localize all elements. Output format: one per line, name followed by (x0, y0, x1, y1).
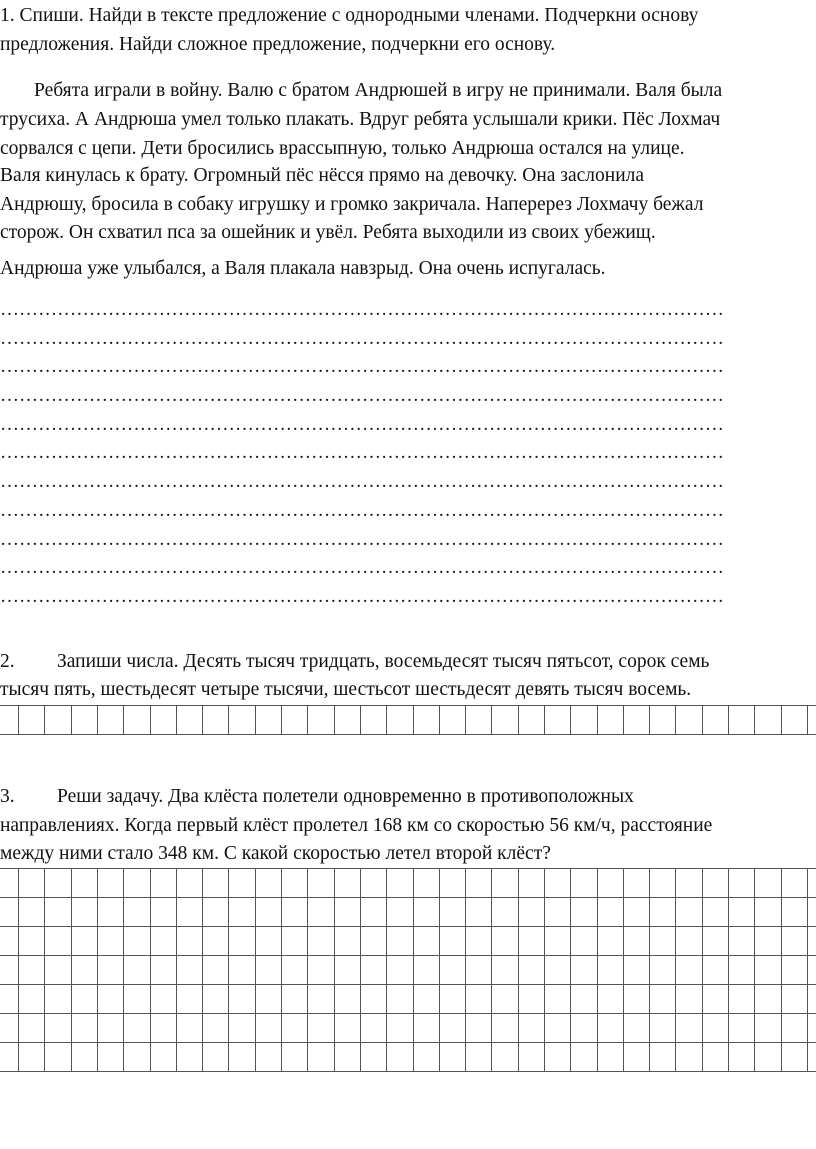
answer-line[interactable]: …………………………………………………………………………………………………… (0, 499, 724, 521)
answer-line[interactable]: …………………………………………………………………………………………………… (0, 413, 724, 435)
task2-line2: тысяч пять, шестьдесят четыре тысячи, шестьсот шестьдесят девять тысяч восемь. (0, 679, 692, 700)
answer-line[interactable]: …………………………………………………………………………………………………… (0, 299, 724, 320)
text-line: сторож. Он схватил пса за ошейник и увёл. Ребята выходили из своих убежищ. (0, 222, 656, 243)
text-line: Андрюша уже улыбался, а Валя плакала навзрыд. Она очень испугалась. (0, 258, 606, 279)
task2-line1: Запиши числа. Десять тысяч тридцать, восемьдесят тысяч пятьсот, сорок семь (57, 651, 710, 672)
answer-line[interactable]: …………………………………………………………………………………………………… (0, 557, 724, 579)
text-line: сорвался с цепи. Дети бросились врассыпную, только Андрюша остался на улице. (0, 138, 685, 159)
answer-line[interactable]: …………………………………………………………………………………………………… (0, 471, 724, 493)
answer-line[interactable]: …………………………………………………………………………………………………… (0, 385, 724, 407)
task3-line3: между ними стало 348 км. С какой скоростью летел второй клёст? (0, 843, 551, 864)
task3-line1: Реши задачу. Два клёста полетели одновременно в противоположных (57, 786, 634, 807)
text-line: Андрюшу, бросила в собаку игрушку и громко закричала. Наперерез Лохмачу бежал (0, 194, 704, 215)
text-line: Валя кинулась к брату. Огромный пёс нёсся прямо на девочку. Она заслонила (0, 165, 645, 186)
answer-lines[interactable] (0, 296, 816, 612)
task1-instruction-line2: предложения. Найди сложное предложение, подчеркни его основу. (0, 34, 556, 55)
task3-line2: направлениях. Когда первый клёст пролетел 168 км со скоростью 56 км/ч, расстояние (0, 815, 713, 836)
text-line: трусиха. А Андрюша умел только плакать. Вдруг ребята услышали крики. Пёс Лохмач (0, 109, 721, 130)
answer-line[interactable]: …………………………………………………………………………………………………… (0, 327, 724, 349)
answer-line[interactable]: …………………………………………………………………………………………………… (0, 356, 724, 378)
answer-line[interactable]: …………………………………………………………………………………………………… (0, 442, 724, 464)
task1-instruction-line1: 1. Спиши. Найди в тексте предложение с однородными членами. Подчеркни основу (0, 5, 699, 26)
answer-line[interactable]: …………………………………………………………………………………………………… (0, 585, 724, 607)
text-line: Ребята играли в войну. Валю с братом Андрюшей в игру не принимали. Валя была (34, 80, 723, 101)
task3-number: 3. (0, 786, 15, 807)
task2-number: 2. (0, 651, 15, 672)
task2-answer-grid[interactable] (0, 705, 816, 735)
task3-answer-grid[interactable] (0, 868, 816, 1072)
answer-line[interactable]: …………………………………………………………………………………………………… (0, 528, 724, 550)
